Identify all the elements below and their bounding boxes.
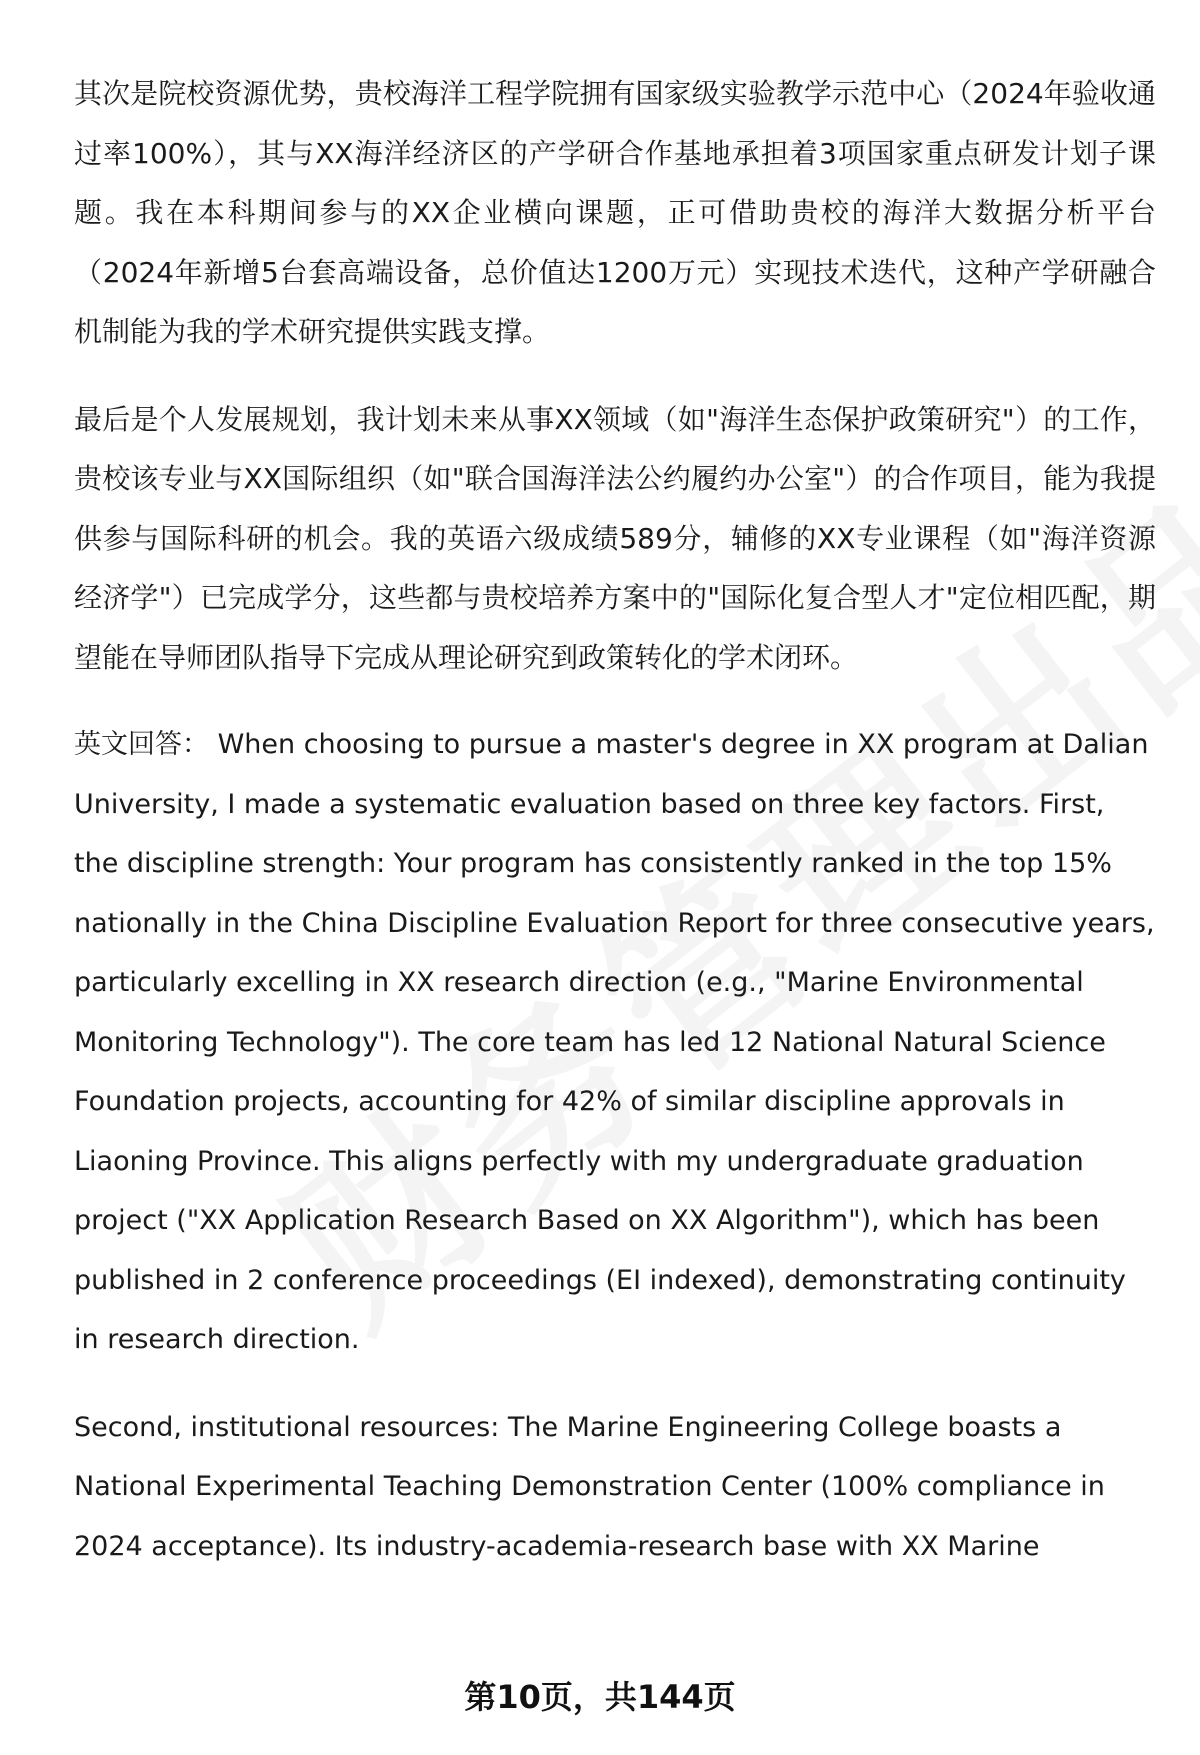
- paragraph-institutional-resources-cn: 其次是院校资源优势，贵校海洋工程学院拥有国家级实验教学示范中心（2024年验收通过率100%），其与XX海洋经济区的产学研合作基地承担着3项国家重点研发计划子课题。我在本科期间参与的XX企业横向课题，正可借助贵校的海洋大数据分析平台（2024年新增5台套高端设备，总价值达1200万元）实现技术迭代，这种产学研融合机制能为我的学术研究提供实践支撑。: [74, 77, 1156, 348]
- page-number-footer: 第10页，共144页: [464, 1678, 736, 1716]
- document-body: [74, 64, 1156, 1604]
- paragraph-personal-plan-cn: 最后是个人发展规划，我计划未来从事XX领域（如"海洋生态保护政策研究"）的工作，贵校该专业与XX国际组织（如"联合国海洋法公约履约办公室"）的合作项目，能为我提供参与国际科研的机会。我的英语六级成绩589分，辅修的XX专业课程（如"海洋资源经济学"）已完成学分，这些都与贵校培养方案中的"国际化复合型人才"定位相匹配，期望能在导师团队指导下完成从理论研究到政策转化的学术闭环。: [74, 402, 1156, 674]
- paragraph-english-answer: 英文回答： When choosing to pursue a master's degree in XX program at Dalian University, I made a systematic evaluation based on three key factors. First, the discipline strength: Your program has consistently ranked in the top 15% nationally in the China Discipline Evaluation Report for three consecutive years, particularly excelling in XX research direction (e.g., "Marine Environmental Monitoring Technology"). The core team has led 12 National Natural Science Foundation projects, accounting for 42% of similar discipline approvals in Liaoning Province. This aligns perfectly with my undergraduate graduation project ("XX Application Research Based on XX Algorithm"), which has been published in 2 conference proceedings (EI indexed), demonstrating continuity in research direction.: [74, 729, 1155, 1355]
- paragraph-institutional-resources-en: Second, institutional resources: The Marine Engineering College boasts a National Experimental Teaching Demonstration Center (100% compliance in 2024 acceptance). Its industry-academia-research base with XX Marine: [74, 1411, 1105, 1562]
